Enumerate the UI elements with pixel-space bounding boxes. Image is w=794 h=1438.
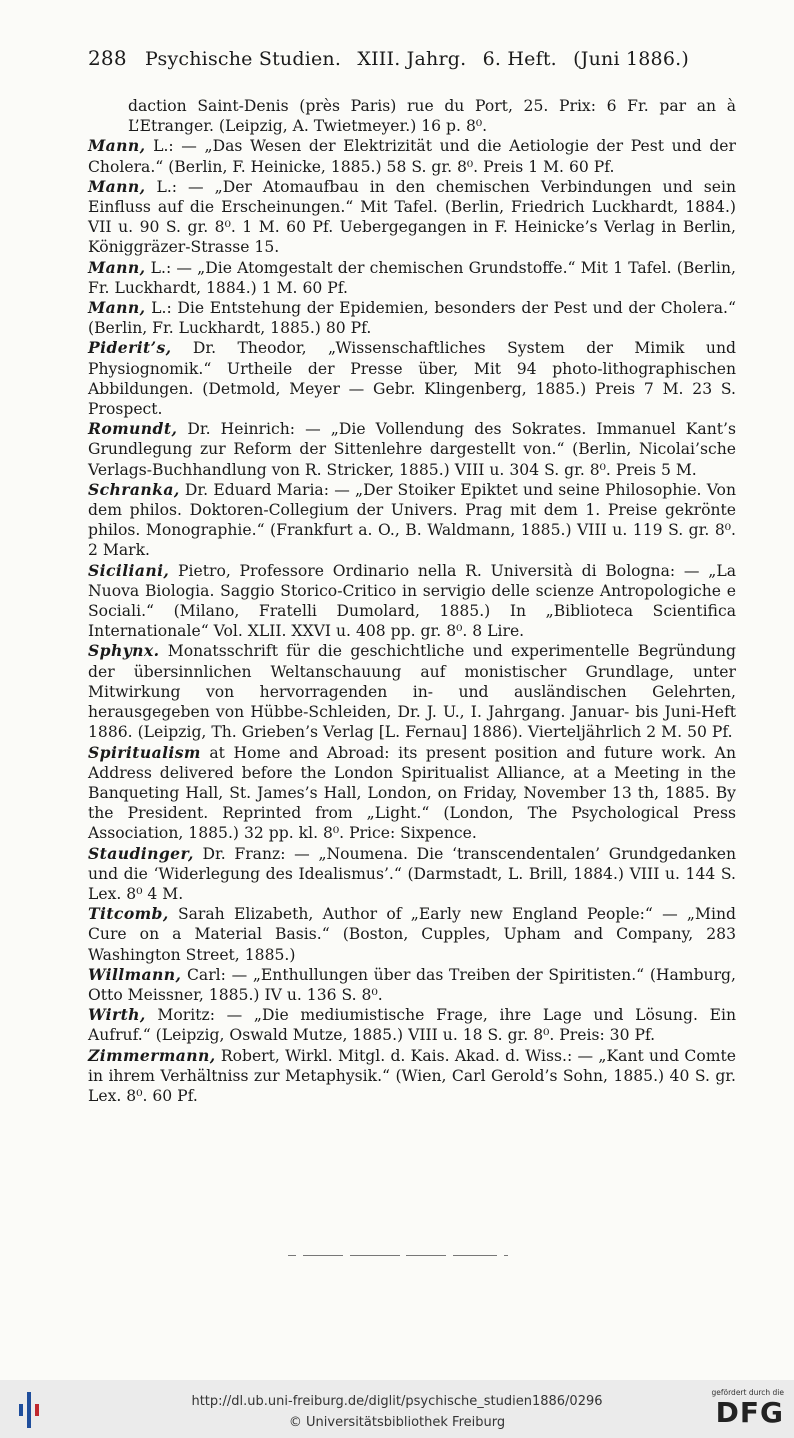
bibliography-entry [88, 1005, 736, 1045]
bibliography-entry [88, 904, 736, 965]
bibliography-entry [88, 258, 736, 298]
entry-author: Schranka, [88, 479, 180, 499]
bibliography-entry [88, 561, 736, 642]
bibliography-entry [88, 96, 736, 136]
entry-text: Monatsschrift für die geschichtliche und experimentelle Begründung der übersinnlichen Weltanschauung auf monistischer Grundlage, unter Mitwirkung von hervorragenden in- und ausländischen Gelehrten, herausgegeben von Hübbe-Schleiden, Dr. J. U., I. Jahrgang. Januar- bis Juni-Heft 1886. (Leipzig, Th. Grieben’s Verlag [L. Fernau] 1886). Vierteljährlich 2 M. 50 Pf. [88, 642, 736, 742]
entry-author: Zimmermann, [88, 1045, 216, 1065]
copyright-notice: © Universitätsbibliothek Freiburg [288, 1415, 506, 1430]
entry-text: Moritz: — „Die mediumistische Frage, ihre Lage und Lösung. Ein Aufruf.“ (Leipzig, Oswald Mutze, 1885.) VIII u. 18 S. gr. 8⁰. Preis: 30 Pf. [88, 1006, 736, 1045]
bibliography-entry [88, 177, 736, 258]
entry-text: L.: — „Der Atomaufbau in den chemischen Verbindungen und sein Einfluss auf die Erscheinungen.“ Mit Tafel. (Berlin, Friedrich Luckhardt, 1884.) VII u. 90 S. gr. 8⁰. 1 M. 60 Pf. Uebergegangen in F. Heinicke’s Verlag in Berlin, Königgräzer-Strasse 15. [88, 177, 736, 257]
permalink-url[interactable]: http://dl.ub.uni-freiburg.de/diglit/psychische_studien1886/0296 [191, 1394, 603, 1409]
bibliography-entry [88, 1046, 736, 1107]
bibliography-entry [88, 844, 736, 905]
entry-text: at Home and Abroad: its present position and future work. An Address delivered before the London Spiritualist Alliance, at a Meeting in the Banqueting Hall, St. James’s Hall, London, on Friday, November 13 th, 1885. By the President. Reprinted from „Light.“ (London, The Psychological Press Association, 1885.) 32 pp. kl. 8⁰. Price: Sixpence. [88, 743, 736, 843]
dfg-logo [704, 1388, 784, 1432]
bibliography-entry [88, 480, 736, 561]
entry-author: Mann, [88, 257, 146, 277]
bibliography-entry [88, 965, 736, 1005]
issue-date: (Juni 1886.) [573, 48, 689, 70]
rule-dash [350, 1255, 400, 1256]
rule-dash [303, 1255, 343, 1256]
entry-author: Mann, [88, 136, 146, 156]
entry-author: Wirth, [88, 1005, 146, 1025]
entry-author: Romundt, [88, 419, 178, 439]
entry-text: L.: Die Entstehung der Epidemien, besonders der Pest und der Cholera.“ (Berlin, Fr. Luckhardt, 1885.) 80 Pf. [88, 299, 736, 338]
bibliography-entry [88, 641, 736, 742]
bibliography-entry [88, 136, 736, 176]
bibliography-entry [88, 338, 736, 419]
entry-author: Mann, [88, 298, 146, 318]
entry-text: L.: — „Die Atomgestalt der chemischen Grundstoffe.“ Mit 1 Tafel. (Berlin, Fr. Luckhardt, 1884.) 1 M. 60 Pf. [88, 258, 736, 297]
entry-text: Dr. Eduard Maria: — „Der Stoiker Epiktet und seine Philosophie. Von dem philos. Doktoren-Collegium der Univers. Prag mit dem 1. Preise gekrönte philos. Monographie.“ (Frankfurt a. O., B. Waldmann, 1885.) VIII u. 119 S. gr. 8⁰. 2 Mark. [88, 480, 736, 560]
bibliography-entry [88, 298, 736, 338]
entry-text: Pietro, Professore Ordinario nella R. Università di Bologna: — „La Nuova Biologia. Saggio Storico-Critico in servigio delle scienze Antropologiche e Sociali.“ (Milano, Fratelli Dumolard, 1885.) In „Biblioteca Scientifica Internationale“ Vol. XLII. XXVI u. 408 pp. gr. 8⁰. 8 Lire. [88, 561, 736, 641]
entry-text: daction Saint-Denis (près Paris) rue du Port, 25. Prix: 6 Fr. par an à L’Etranger. (Leipzig, A. Twietmeyer.) 16 p. 8⁰. [128, 97, 736, 136]
entry-text: Dr. Franz: — „Noumena. Die ‘transcendentalen’ Grundgedanken und die ‘Widerlegung des Idealismus’.“ (Darmstadt, L. Brill, 1884.) VIII u. 144 S. Lex. 8⁰ 4 M. [88, 844, 736, 903]
entry-text: Dr. Theodor, „Wissenschaftliches System der Mimik und Physiognomik.“ Urtheile der Presse über, Mit 94 photo-lithographischen Abbildungen. (Detmold, Meyer — Gebr. Klingenberg, 1885.) Preis 7 M. 23 S. Prospect. [88, 339, 736, 419]
entry-text: Robert, Wirkl. Mitgl. d. Kais. Akad. d. Wiss.: — „Kant und Comte in ihrem Verhältniss zur Metaphysik.“ (Wien, Carl Gerold’s Sohn, 1885.) 40 S. gr. Lex. 8⁰. 60 Pf. [88, 1046, 736, 1105]
entry-author: Staudinger, [88, 843, 194, 863]
rule-dash [504, 1255, 508, 1256]
bibliography-list [88, 96, 736, 1106]
entry-author: Piderit’s, [88, 338, 172, 358]
page-number: 288 [88, 46, 127, 70]
entry-author: Spiritualism [88, 742, 201, 762]
entry-author: Titcomb, [88, 904, 169, 924]
viewer-footer [0, 1380, 794, 1438]
entry-author: Willmann, [88, 964, 182, 984]
entry-author: Mann, [88, 176, 146, 196]
entry-author: Sphynx. [88, 641, 160, 661]
volume-label: XIII. Jahrg. [357, 48, 467, 70]
dfg-wordmark: DFG [715, 1396, 784, 1429]
journal-title: Psychische Studien. [145, 48, 342, 70]
rule-dash [288, 1255, 296, 1256]
entry-text: Sarah Elizabeth, Author of „Early new England People:“ — „Mind Cure on a Material Basis.“ (Boston, Cupples, Upham and Company, 283 Washington Street, 1885.) [88, 905, 736, 964]
entry-text: L.: — „Das Wesen der Elektrizität und die Aetiologie der Pest und der Cholera.“ (Berlin, F. Heinicke, 1885.) 58 S. gr. 8⁰. Preis 1 M. 60 Pf. [88, 137, 736, 176]
entry-author: Siciliani, [88, 560, 170, 580]
bibliography-entry [88, 419, 736, 480]
running-header [88, 46, 738, 70]
entry-text: Carl: — „Enthullungen über das Treiben der Spiritisten.“ (Hamburg, Otto Meissner, 1885.) IV u. 136 S. 8⁰. [88, 965, 736, 1004]
entry-text: Dr. Heinrich: — „Die Vollendung des Sokrates. Immanuel Kant’s Grundlegung zur Reform der Sittenlehre dargestellt von.“ (Berlin, Nicolai’sche Verlags-Buchhandlung von R. Stricker, 1885.) VIII u. 304 S. gr. 8⁰. Preis 5 M. [88, 420, 736, 479]
sponsor-text: gefördert durch die [711, 1388, 784, 1397]
issue-label: 6. Heft. [482, 48, 557, 70]
rule-dash [406, 1255, 446, 1256]
rule-dash [453, 1255, 497, 1256]
bibliography-entry [88, 743, 736, 844]
closing-rule [288, 1254, 508, 1256]
